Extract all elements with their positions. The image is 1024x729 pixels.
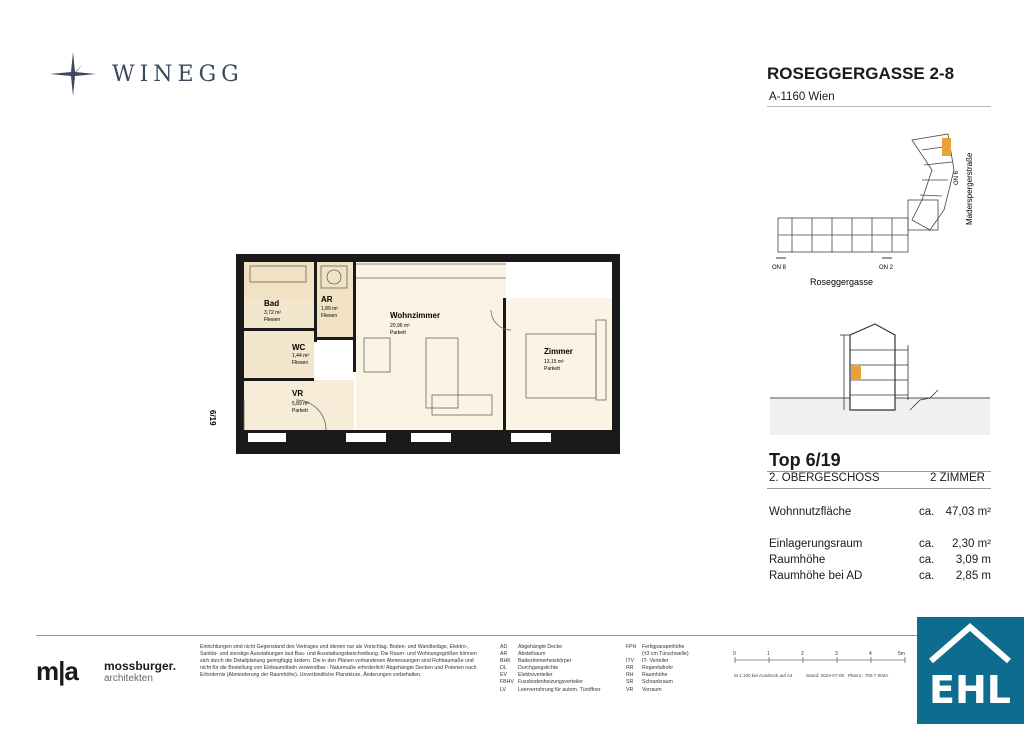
legend-item: AD Abgehängte Decke <box>500 644 563 650</box>
room-bad-name: Bad <box>264 299 280 308</box>
room-ar-name: AR <box>321 295 333 304</box>
site-label-on8: ON 8 <box>772 265 787 271</box>
stat-einlagerungsraum-label: Einlagerungsraum <box>769 538 863 550</box>
compass-star-icon <box>50 52 96 96</box>
stat-wohnnutzflaeche-label: Wohnnutzfläche <box>769 506 852 518</box>
room-vr-area: 5,89 m² <box>292 401 309 407</box>
architect-name: mossburger. <box>104 659 177 673</box>
architect-sub: architekten <box>104 673 153 684</box>
room-zimmer-name: Zimmer <box>544 347 573 356</box>
room-zimmer-area: 13,15 m² <box>544 359 564 365</box>
stat-raumhoehe-value: 3,09 m <box>955 554 991 566</box>
room-wohnzimmer-name: Wohnzimmer <box>390 311 441 320</box>
architect-logo: m|a <box>36 656 78 686</box>
room-zimmer-floor: Parkett <box>544 366 560 372</box>
unit-rooms: 2 ZIMMER <box>930 472 985 484</box>
address-city: A-1160 Wien <box>769 91 835 103</box>
house-icon <box>917 617 1024 724</box>
room-wc-name: WC <box>292 343 306 352</box>
legend-item: LV Leerverrohrung für autom. Türöffner <box>500 686 601 693</box>
room-vr-name: VR <box>292 389 304 398</box>
building-section <box>770 320 990 435</box>
room-wohnzimmer-area: 20,96 m² <box>390 323 410 329</box>
room-wc-area: 1,44 m² <box>292 353 309 359</box>
room-vr-floor: Parkett <box>292 408 308 414</box>
legend-item: BHK Badezimmerheizkörper <box>500 658 572 665</box>
legend-item: (±3 cm Türschwelle) <box>642 651 689 658</box>
legend-item: AR Abstellraum <box>500 651 546 658</box>
header-divider <box>767 106 991 107</box>
site-plan <box>772 130 992 290</box>
room-wc-floor: Fliesen <box>292 360 309 366</box>
unit-divider-2 <box>767 488 991 489</box>
stat-raumhoehe-ad-ca: ca. <box>919 570 935 582</box>
scale-bar <box>730 650 910 668</box>
stat-wohnnutzflaeche-ca: ca. <box>919 506 935 518</box>
ehl-logo <box>917 617 1024 724</box>
plan-number: Plannr.: 709 7 003A <box>848 673 889 678</box>
legend-item: FBHV Fussbodenheizungsverteiler <box>500 679 583 686</box>
plan-date: Stand: 2024-07-05 <box>806 673 845 678</box>
legend-left <box>500 644 610 694</box>
stat-raumhoehe-ad-label: Raumhöhe bei AD <box>769 570 863 582</box>
site-label-on2: ON 2 <box>879 265 894 271</box>
floor-plan <box>208 250 626 470</box>
legend-item: SR Schrankraum <box>626 679 673 686</box>
stat-einlagerungsraum-value: 2,30 m² <box>952 538 991 550</box>
scale-tick: 0 <box>733 651 736 657</box>
room-bad-floor: Fliesen <box>264 317 281 323</box>
scale-tick: 5m <box>898 651 905 657</box>
unit-title: Top 6/19 <box>769 450 841 470</box>
room-wohnzimmer-floor: Parkett <box>390 330 406 336</box>
legend-item: EV Elektroverteiler <box>500 672 553 679</box>
address-title: ROSEGGERGASSE 2-8 <box>767 64 955 83</box>
scale-tick: 2 <box>801 651 804 657</box>
brand-wordmark: WINEGG <box>112 62 244 87</box>
room-ar-area: 1,89 m² <box>321 306 338 312</box>
plan-orientation-label: 6/19 <box>208 410 217 426</box>
stat-raumhoehe-label: Raumhöhe <box>769 554 826 566</box>
scale-tick: 1 <box>767 651 770 657</box>
site-label-on6: ON 6 <box>954 170 960 185</box>
scale-note: M 1:100 bei Ausdruck auf A4 <box>734 673 793 678</box>
street-roseggergasse: Roseggergasse <box>810 277 874 287</box>
ehl-label: EHL <box>929 668 1011 712</box>
legend-item: ITV IT- Verteiler <box>626 658 669 665</box>
legend-item: RH Raumhöhe <box>626 672 668 679</box>
legend-right <box>626 644 716 694</box>
scale-tick: 3 <box>835 651 838 657</box>
stat-raumhoehe-ca: ca. <box>919 554 935 566</box>
unit-floor: 2. OBERGESCHOSS <box>769 472 880 484</box>
street-maderspergerstrasse: Maderspergerstraße <box>965 152 974 225</box>
stat-wohnnutzflaeche-value: 47,03 m² <box>945 506 991 518</box>
stat-raumhoehe-ad-value: 2,85 m <box>955 570 991 582</box>
room-bad-area: 3,72 m² <box>264 310 281 316</box>
stat-einlagerungsraum-ca: ca. <box>919 538 935 550</box>
legend-item: DL Durchgangslichte <box>500 665 559 672</box>
legend-item: FPH Fertigparapethöhe <box>626 644 685 650</box>
legend-item: VR Vorraum <box>626 686 662 693</box>
room-ar-floor: Fliesen <box>321 313 338 319</box>
disclaimer-text: Einrichtungen sind nicht Gegenstand des Vertrages und dienen nur als Vorschlag. Boden- und Wandbeläge, Elektro-, Sanitär- und sonstige Ausstattungen laut Bau- und Ausstattungsbeschreibung. Die Raum- und Wohnungsgrößen können sich durch die Detailplanung geringfügig ändern. Die in den Plänen vorhandenen Abmessungen sind Rohbaumaße und nicht für die Bestellung von Einbaumöbeln verwendbar - Naturmaße erforderlich! Abgehängte Decken und Poterien nach Erfordernis (Abminderung der Raumhöhe). Unverbindliche Planskizze, Änderungen vorbehalten. <box>200 644 477 679</box>
scale-tick: 4 <box>869 651 872 657</box>
footer-divider <box>36 635 988 636</box>
legend-item: RR Regenfallrohr <box>626 665 674 672</box>
